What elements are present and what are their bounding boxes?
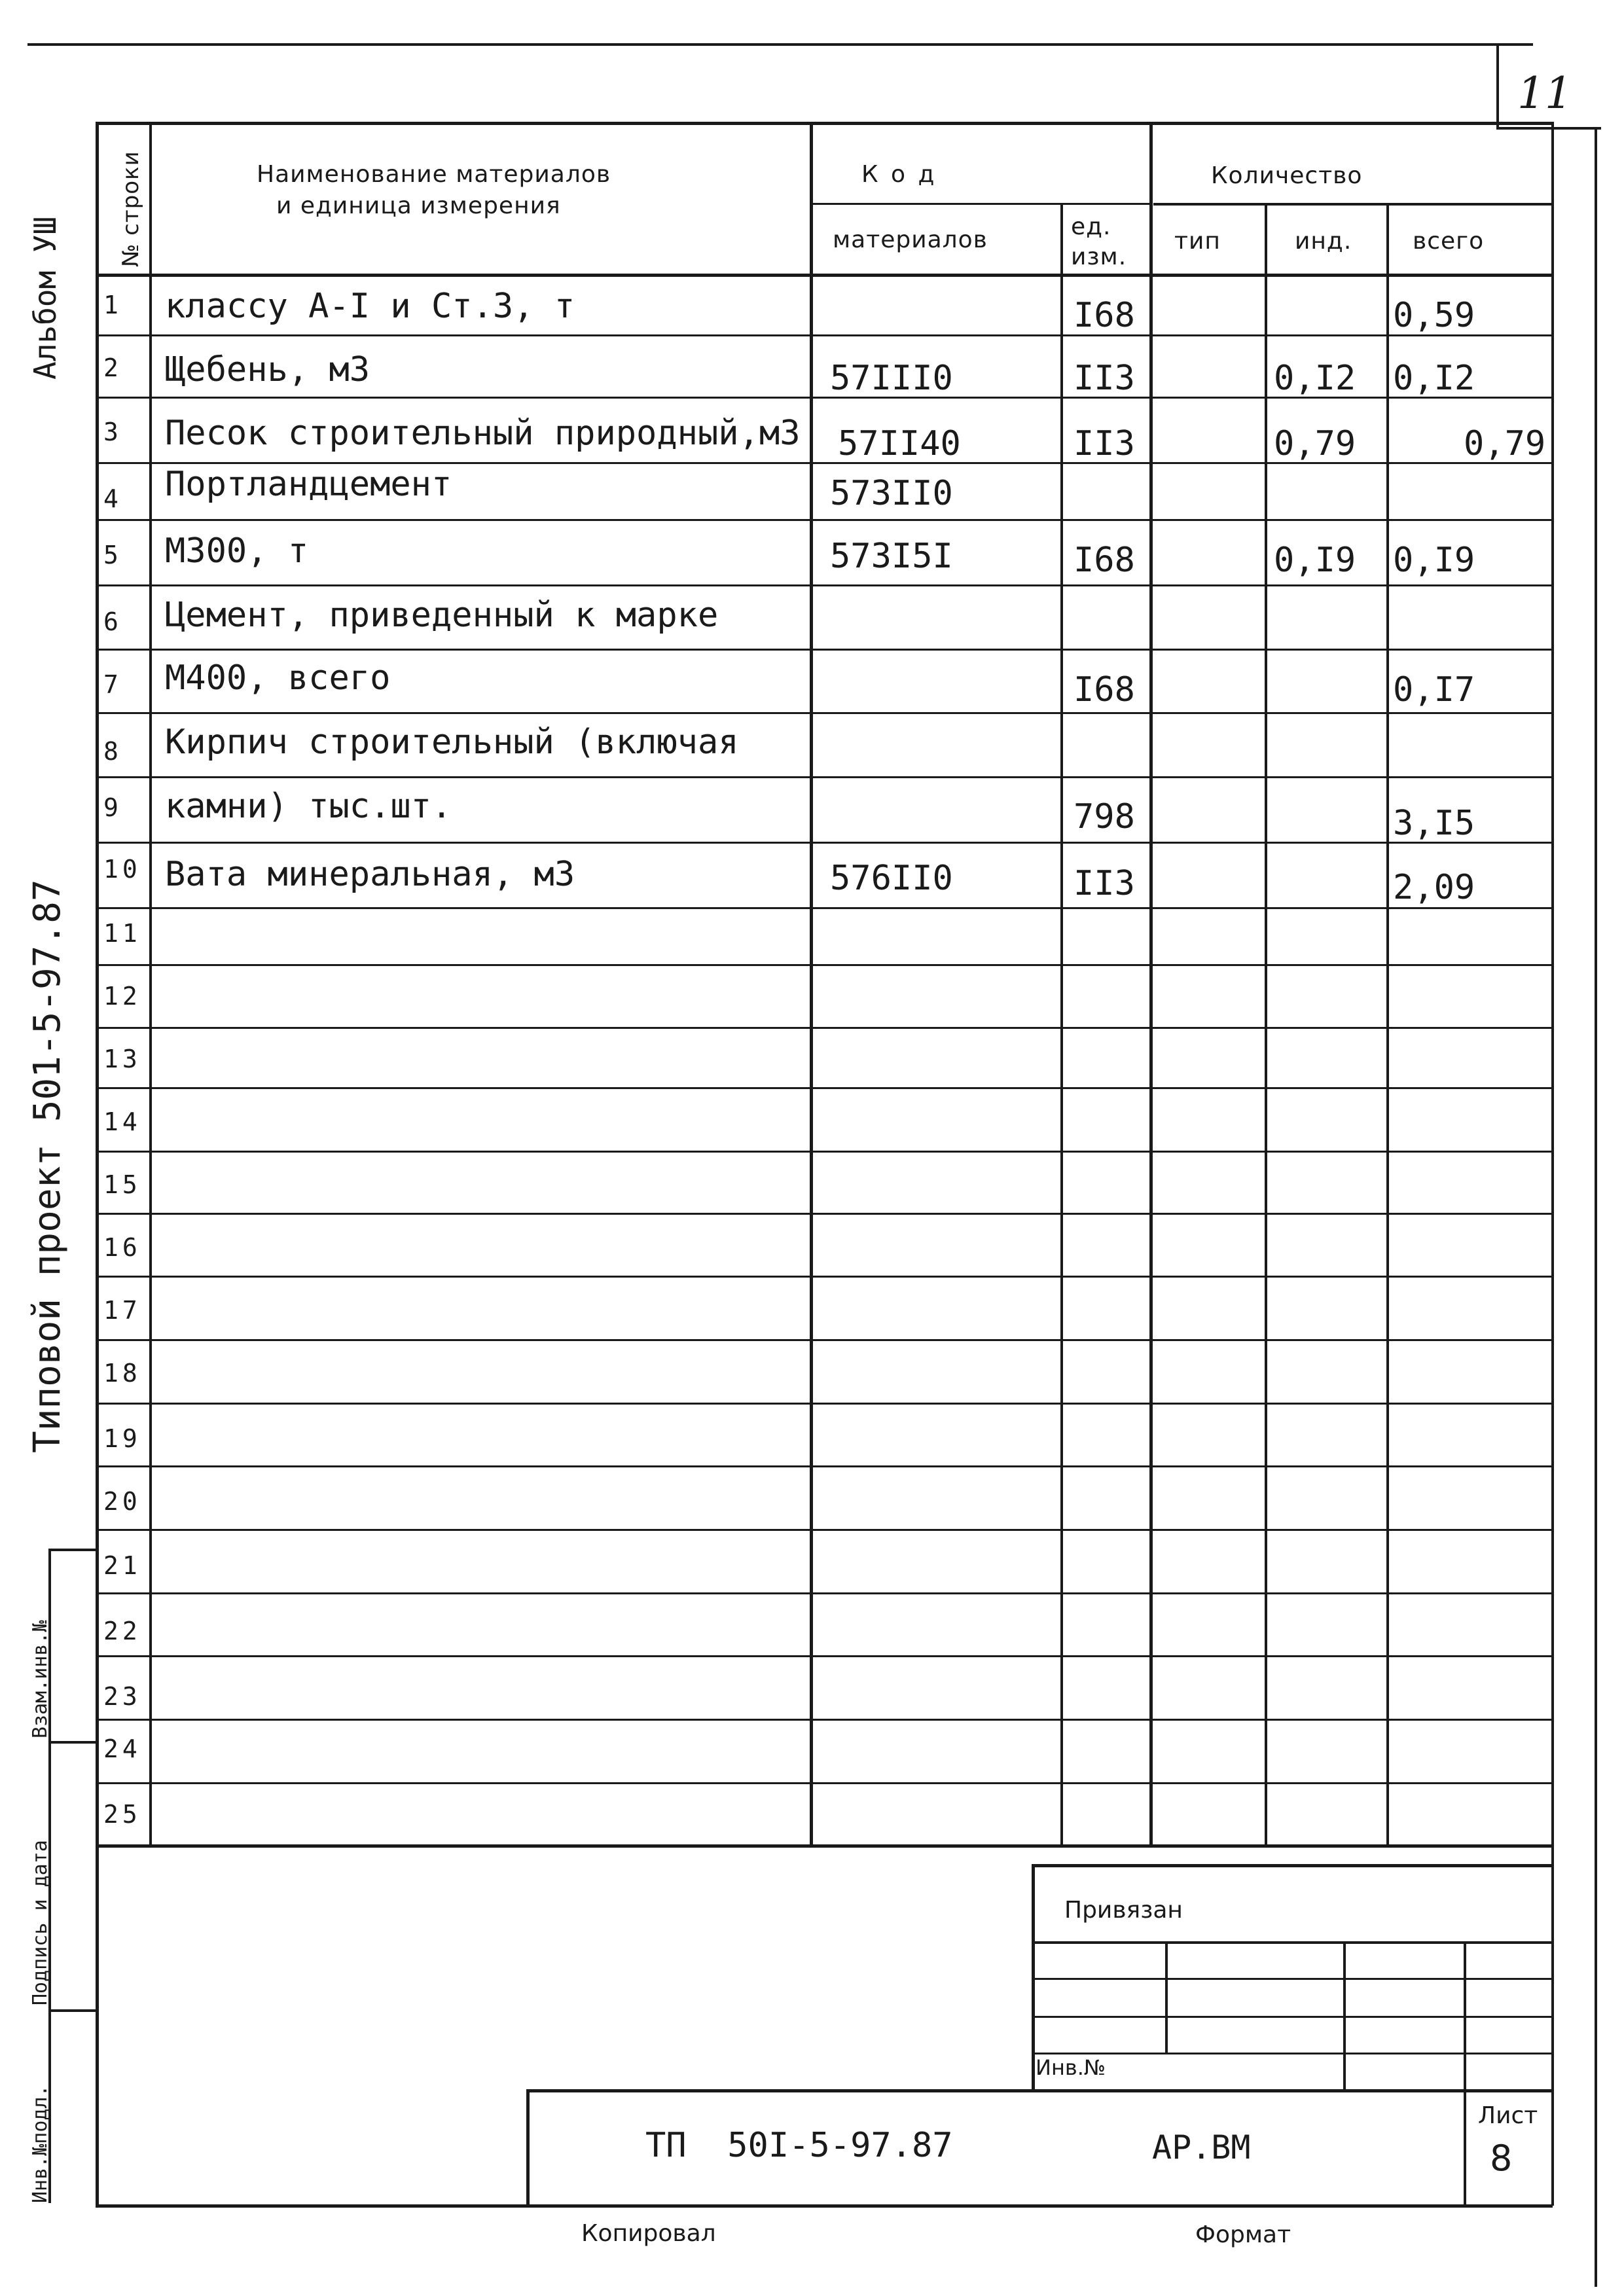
unit-code: II3	[1074, 359, 1135, 398]
table-right-border	[1551, 122, 1554, 2206]
material-code: 57II40	[838, 424, 961, 463]
material-name: Цемент, приведенный к марке	[165, 596, 719, 635]
unit-code: I68	[1074, 541, 1135, 580]
format-label: Формат	[1195, 2221, 1291, 2248]
page-number-box-bottom	[1496, 127, 1601, 130]
material-code: 573II0	[830, 474, 953, 513]
row-number: 11	[103, 919, 141, 948]
material-name: Вата минеральная, м3	[165, 855, 575, 894]
stamp-signature-label: Подпись и дата	[29, 1840, 52, 2005]
row-number: 22	[103, 1617, 141, 1645]
row-number: 13	[103, 1045, 141, 1073]
unit-code: II3	[1074, 864, 1135, 903]
row-line	[96, 584, 1553, 586]
qty-total: 0,79	[1464, 424, 1546, 463]
row-number: 1	[103, 291, 122, 319]
row-line	[96, 1276, 1553, 1278]
row-line	[96, 1782, 1553, 1784]
titleblock-grid-line	[1033, 1978, 1553, 1980]
sheet-number: 8	[1490, 2138, 1513, 2179]
material-name: камни) тыс.шт.	[165, 787, 452, 826]
material-code: 57III0	[830, 359, 953, 398]
row-line	[96, 519, 1553, 521]
row-number: 10	[103, 855, 141, 884]
titleblock-main-left	[526, 2089, 530, 2206]
row-line	[96, 1655, 1553, 1657]
album-label: Альбом УШ	[27, 216, 63, 380]
table-top-border	[96, 122, 1553, 125]
qty-total: 0,I7	[1393, 670, 1475, 709]
right-border-line	[1595, 127, 1597, 2287]
designation: ТП 50I-5-97.87	[645, 2126, 953, 2165]
qty-ind: 0,I9	[1274, 541, 1356, 580]
row-line	[96, 776, 1553, 778]
header-code-unit: ед.	[1071, 213, 1111, 240]
material-name: классу А-I и Ст.3, т	[165, 287, 575, 326]
row-line	[96, 842, 1553, 844]
titleblock-grid-line	[1033, 2053, 1553, 2054]
qty-ind: 0,79	[1274, 424, 1356, 463]
row-number: 7	[103, 670, 122, 699]
row-number: 2	[103, 353, 122, 382]
row-number: 3	[103, 418, 122, 446]
row-number: 6	[103, 607, 122, 636]
col-line-material	[1060, 203, 1063, 1846]
titleblock-sheet-col	[1464, 2089, 1466, 2206]
sheet-label: Лист	[1478, 2102, 1538, 2129]
material-code: 576II0	[830, 859, 953, 898]
titleblock-left-line	[1032, 1864, 1035, 2089]
row-line	[96, 1027, 1553, 1029]
row-line	[96, 712, 1553, 714]
col-line-ind	[1386, 203, 1389, 1846]
material-name: Песок строительный природный,м3	[165, 414, 801, 453]
header-qty-total: всего	[1413, 228, 1485, 255]
inv-label: Инв.№	[1036, 2055, 1106, 2080]
col-line-rownum	[149, 122, 152, 1846]
copied-label: Копировал	[581, 2220, 716, 2247]
titleblock-grid-col	[1464, 1941, 1466, 2089]
row-number: 23	[103, 1682, 141, 1711]
table-bottom-line	[96, 1844, 1553, 1848]
top-border-line	[27, 43, 1533, 46]
stamp-strip-divider	[48, 1741, 97, 1744]
qty-total: 0,59	[1393, 296, 1475, 335]
header-code: К о д	[861, 161, 937, 188]
header-row-number: № строки	[118, 151, 144, 267]
header-name: Наименование материалов	[257, 161, 611, 188]
row-line	[96, 907, 1553, 909]
qty-total: 0,I2	[1393, 359, 1475, 398]
qty-total: 2,09	[1393, 868, 1475, 907]
col-line-name	[810, 122, 813, 1846]
header-name-unit: и единица измерения	[276, 192, 561, 219]
row-number: 17	[103, 1296, 141, 1325]
row-number: 25	[103, 1800, 141, 1829]
row-line	[96, 1529, 1553, 1531]
titleblock-grid-col	[1343, 1941, 1346, 2089]
header-quantity: Количество	[1211, 162, 1363, 189]
row-line	[96, 1465, 1553, 1467]
table-left-border	[96, 122, 99, 2206]
bound-label: Привязан	[1064, 1897, 1183, 1924]
row-number: 15	[103, 1170, 141, 1199]
qty-total: 0,I9	[1393, 541, 1475, 580]
unit-code: 798	[1074, 797, 1135, 836]
code-subheader-line	[812, 203, 1152, 205]
project-label: Типовой проект 501-5-97.87	[26, 879, 69, 1453]
page-number-box-left	[1496, 43, 1499, 128]
row-number: 14	[103, 1107, 141, 1136]
row-line	[96, 1592, 1553, 1594]
frame-bottom-border	[96, 2204, 1553, 2208]
row-number: 21	[103, 1551, 141, 1580]
row-line	[96, 1339, 1553, 1341]
titleblock-grid-line	[1033, 2016, 1553, 2018]
row-number: 19	[103, 1424, 141, 1453]
row-number: 18	[103, 1359, 141, 1388]
row-number: 24	[103, 1734, 141, 1763]
header-code-unit-2: изм.	[1071, 243, 1127, 270]
material-name: Кирпич строительный (включая	[165, 723, 739, 762]
row-line	[96, 1213, 1553, 1215]
unit-code: II3	[1074, 424, 1135, 463]
row-number: 4	[103, 484, 122, 513]
row-number: 8	[103, 737, 122, 766]
row-line	[96, 649, 1553, 651]
row-line	[96, 334, 1553, 336]
titleblock-top-line	[1033, 1864, 1553, 1867]
header-code-materials: материалов	[833, 226, 988, 253]
row-number: 16	[103, 1233, 141, 1262]
section-code: АР.ВМ	[1152, 2128, 1251, 2166]
material-name: Портландцемент	[165, 465, 452, 504]
row-number: 12	[103, 982, 141, 1011]
titleblock-main-top	[528, 2089, 1553, 2092]
titleblock-grid-col	[1165, 1941, 1168, 2054]
unit-code: I68	[1074, 296, 1135, 335]
row-number: 5	[103, 541, 122, 569]
row-line	[96, 964, 1553, 966]
header-qty-type: тип	[1174, 228, 1221, 255]
row-number: 9	[103, 793, 122, 822]
row-line	[96, 1087, 1553, 1089]
header-qty-ind: инд.	[1295, 228, 1352, 255]
stamp-strip-divider	[48, 1549, 97, 1551]
material-code: 573I5I	[830, 537, 953, 576]
header-bottom-line	[96, 274, 1553, 277]
quantity-subheader-line	[1153, 203, 1553, 206]
row-line	[96, 1403, 1553, 1405]
stamp-inventory-label: Инв.№подл.	[29, 2085, 52, 2203]
stamp-replacement-label: Взам.инв.№	[29, 1620, 52, 1738]
material-name: М400, всего	[165, 658, 391, 698]
row-line	[96, 1719, 1553, 1721]
col-line-unit	[1149, 122, 1153, 1846]
row-number: 20	[103, 1487, 141, 1516]
row-line	[96, 1151, 1553, 1153]
qty-ind: 0,I2	[1274, 359, 1356, 398]
unit-code: I68	[1074, 670, 1135, 709]
material-name: М300, т	[165, 531, 309, 571]
material-name: Щебень, м3	[165, 350, 370, 389]
col-line-type	[1265, 203, 1267, 1846]
titleblock-grid-line	[1033, 1941, 1553, 1944]
stamp-strip-divider	[48, 2009, 97, 2012]
page-number: 11	[1517, 68, 1572, 118]
qty-total: 3,I5	[1393, 804, 1475, 843]
